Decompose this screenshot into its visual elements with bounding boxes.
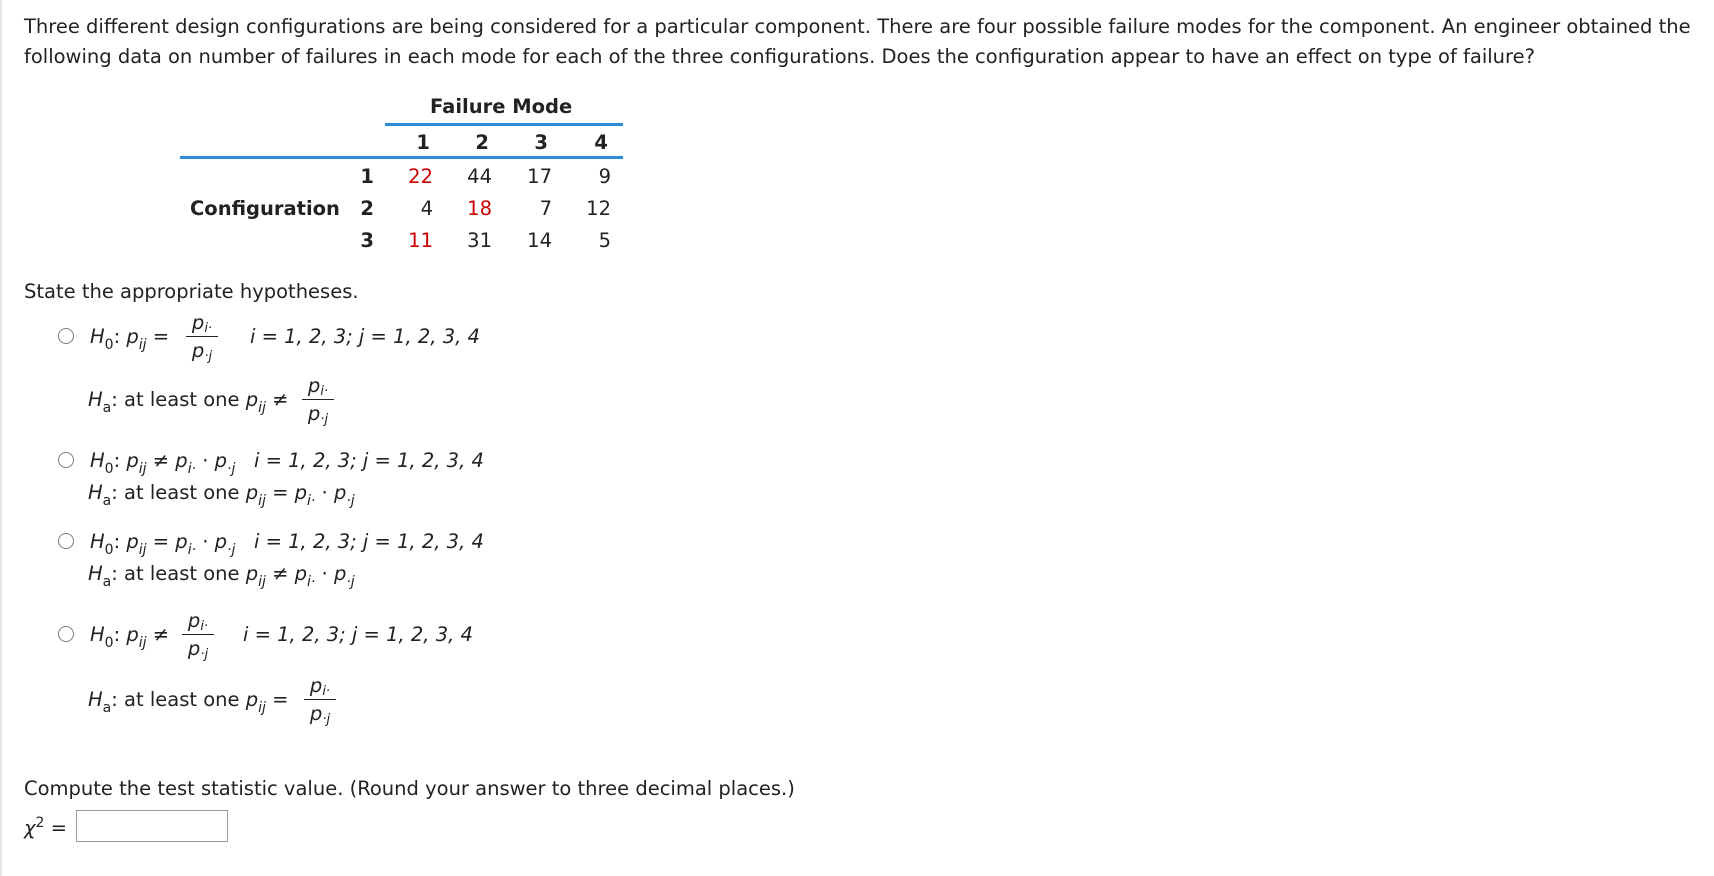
table-cell: 4	[420, 197, 433, 220]
table-cell: 9	[598, 165, 611, 188]
null-hypothesis: $H_0$: $p_{ij}$ =	[90, 325, 170, 353]
alternative-hypothesis: $H_a$: at least one $p_{ij}$ ≠	[88, 388, 289, 416]
chi-square-answer-input[interactable]	[76, 810, 228, 842]
alternative-hypothesis: $H_a$: at least one $p_{ij} = p_{i\cdot} \cdot p_{\cdot j}$	[88, 481, 355, 509]
radio-button[interactable]	[58, 626, 74, 642]
row-header: 2	[360, 197, 374, 220]
relation-symbol: ≠	[152, 623, 170, 646]
null-hypothesis: $H_0$: $p_{ij} \ne p_{i\cdot} \cdot p_{\cdot j}$ i = 1, 2, 3; j = 1, 2, 3, 4	[90, 449, 484, 477]
relation-symbol: =	[272, 688, 289, 711]
row-group-label: Configuration	[190, 197, 340, 220]
radio-button[interactable]	[58, 452, 74, 468]
null-hypothesis: $H_0$: $p_{ij} = p_{i\cdot} \cdot p_{\cdot j}$ i = 1, 2, 3; j = 1, 2, 3, 4	[90, 530, 484, 558]
column-header: 4	[594, 131, 608, 154]
hypotheses-prompt: State the appropriate hypotheses.	[24, 280, 359, 303]
relation-symbol: ≠	[272, 562, 289, 585]
table-cell: 14	[527, 229, 552, 252]
column-header: 1	[416, 131, 430, 154]
fraction: pi· p·j	[186, 311, 218, 362]
table-cell: 12	[586, 197, 611, 220]
column-header: 2	[475, 131, 489, 154]
radio-button[interactable]	[58, 328, 74, 344]
table-cell: 7	[539, 197, 552, 220]
problem-intro: Three different design configurations are being considered for a particular component. There are four possible failure modes for the component. An engineer obtained the following data on number of failures in each mode for each of the three configurations. Does the configuration appear to have an effect on type of failure?	[24, 15, 1691, 68]
column-group-label: Failure Mode	[430, 95, 573, 118]
row-header: 1	[360, 165, 374, 188]
relation-symbol: ≠	[272, 388, 289, 411]
h-symbol: H	[90, 325, 105, 348]
alternative-hypothesis: $H_a$: at least one $p_{ij} \ne p_{i\cdot} \cdot p_{\cdot j}$	[88, 562, 355, 590]
table-cell: 22	[408, 165, 433, 188]
relation-symbol: =	[152, 325, 170, 348]
index-range: i = 1, 2, 3; j = 1, 2, 3, 4	[250, 325, 480, 348]
h0-subscript: 0	[104, 337, 114, 353]
table-cell: 11	[408, 229, 433, 252]
index-range: i = 1, 2, 3; j = 1, 2, 3, 4	[253, 449, 484, 472]
table-cell: 18	[467, 197, 492, 220]
column-header: 3	[534, 131, 548, 154]
chi-square-label: $\chi^2$ =	[24, 815, 68, 840]
radio-button[interactable]	[58, 533, 74, 549]
compute-prompt: Compute the test statistic value. (Round your answer to three decimal places.)	[24, 777, 795, 800]
row-header: 3	[360, 229, 374, 252]
fraction: pi· p·j	[304, 674, 336, 725]
column-group-rule	[385, 123, 623, 126]
index-range: i = 1, 2, 3; j = 1, 2, 3, 4	[243, 623, 473, 646]
relation-symbol: =	[272, 481, 289, 504]
relation-symbol: ≠	[152, 449, 170, 472]
null-hypothesis: $H_0$: $p_{ij}$ ≠	[90, 623, 170, 651]
header-rule	[180, 156, 623, 159]
table-cell: 17	[527, 165, 552, 188]
page-border	[0, 0, 2, 876]
table-cell: 5	[598, 229, 611, 252]
table-cell: 44	[467, 165, 492, 188]
table-cell: 31	[467, 229, 492, 252]
relation-symbol: =	[152, 530, 170, 553]
fraction: pi· p·j	[302, 374, 334, 425]
index-range: i = 1, 2, 3; j = 1, 2, 3, 4	[253, 530, 484, 553]
alternative-hypothesis: $H_a$: at least one $p_{ij}$ =	[88, 688, 289, 716]
fraction: pi· p·j	[182, 609, 214, 660]
